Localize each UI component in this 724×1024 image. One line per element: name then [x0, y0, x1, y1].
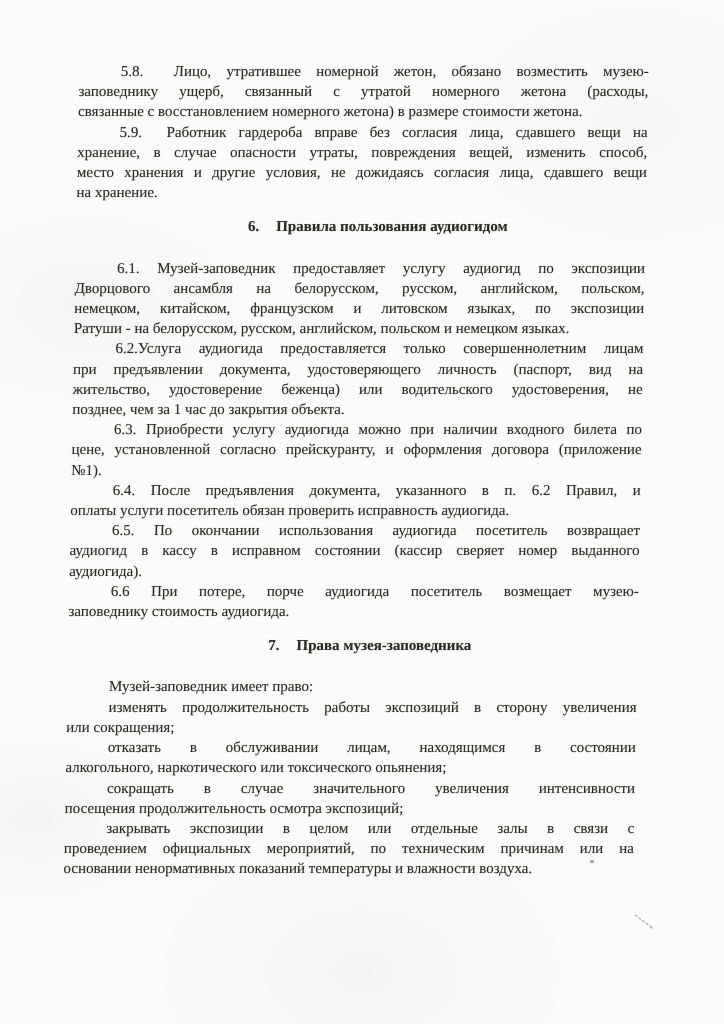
paragraph: [69, 521, 640, 582]
paragraph: [72, 339, 644, 420]
text-line: проведением официальных мероприятий, по техническим причинам или на: [63, 841, 635, 858]
section-title: Права музея-заповедника: [296, 638, 472, 655]
text-line: жительство, удостоверение беженца) или водительского удостоверения, не: [72, 381, 643, 398]
paragraph: [71, 420, 642, 481]
text-line: Ратуши - на белорусском, русском, английском, польском и немецком языках.: [73, 321, 570, 338]
text-line: №1).: [70, 462, 102, 479]
section-number: 7.: [268, 638, 280, 655]
text-line: оплаты услуги посетитель обязан проверить исправность аудиогида.: [70, 503, 510, 520]
text-line: Дворцового ансамбля на белорусском, русском, английском, польском,: [74, 280, 645, 297]
text-line: заповеднику стоимость аудиогида.: [68, 604, 290, 621]
paragraph: [66, 698, 637, 738]
paragraph: [63, 819, 634, 880]
paragraph: [67, 677, 637, 697]
text-line: 6.4. После предъявления документа, указанного в п. 6.2 Правил, и: [112, 482, 641, 499]
paragraph: [70, 481, 641, 521]
paragraph: [65, 738, 636, 778]
text-line: хранение, в случае опасности утраты, повреждения вещей, изменить способ,: [77, 144, 648, 161]
text-line: 6.6 При потере, порче аудиогида посетитель возмещает музею-: [110, 583, 639, 600]
text-line: алкогольного, наркотического или токсического опьянения;: [65, 760, 447, 777]
text-line: цене, установленной согласно прейскуранту, и оформления договора (приложение: [71, 442, 642, 459]
paragraph: [78, 62, 649, 123]
text-line: немецком, китайском, французском и литовском языках, по экспозиции: [74, 301, 645, 318]
paragraph: [74, 259, 646, 340]
paragraph: [64, 779, 635, 819]
text-line: 6.2.Услуга аудиогида предоставляется только совершеннолетним лицам: [115, 341, 644, 358]
text-line: на хранение.: [76, 185, 158, 202]
text-line: посещения продолжительность осмотра экспозиций;: [64, 800, 404, 817]
paragraph: [76, 123, 648, 204]
section-number: 6.: [247, 219, 260, 236]
text-line: отказать в обслуживании лицам, находящимся в состоянии: [107, 740, 636, 757]
text-line: сокращать в случае значительного увеличения интенсивности: [106, 780, 636, 797]
text-line: 5.8. Лицо, утратившее номерной жетон, обязано возместить музею-: [120, 64, 649, 80]
document-content: [63, 62, 649, 880]
text-line: основании ненормативных показаний температуры и влажности воздуха.: [63, 861, 533, 878]
section-heading: [76, 217, 646, 237]
text-line: Музей-заповедник имеет право:: [108, 679, 314, 696]
text-line: закрывать экспозиции в целом или отдельные залы в связи с: [106, 820, 635, 837]
paragraph: [68, 582, 639, 622]
text-line: при предъявлении документа, удостоверяющего личность (паспорт, вид на: [72, 361, 644, 378]
text-line: 6.5. По окончании использования аудиогида посетитель возвращает: [111, 523, 641, 540]
section-title: Правила пользования аудиогидом: [276, 219, 508, 236]
text-line: аудиогида).: [69, 563, 143, 580]
text-line: связанные с восстановлением номерного жетона) в размере стоимости жетона.: [77, 104, 583, 121]
text-line: 6.3. Приобрести услугу аудиогида можно при наличии входного билета по: [113, 422, 643, 439]
text-line: место хранения и другие условия, не дожидаясь согласия лица, сдавшего вещи: [76, 165, 648, 182]
text-line: позднее, чем за 1 час до закрытия объекта.: [72, 402, 345, 419]
text-line: 6.1. Музей-заповедник предоставляет услугу аудиогид по экспозиции: [116, 260, 646, 277]
ink-speck: [590, 860, 594, 863]
text-line: заповеднику ущерб, связанный с утратой номерного жетона (расходы,: [78, 84, 649, 101]
text-line: аудиогид в кассу в исправном состоянии (кассир сверяет номер выданного: [69, 543, 640, 560]
text-line: 5.9. Работник гардероба вправе без согласия лица, сдавшего вещи на: [119, 124, 648, 141]
pen-stroke-icon: [633, 911, 657, 933]
text-line: изменять продолжительность работы экспозиций в сторону увеличения: [108, 699, 637, 716]
text-line: или сокращения;: [66, 719, 175, 736]
section-heading: [68, 636, 638, 656]
